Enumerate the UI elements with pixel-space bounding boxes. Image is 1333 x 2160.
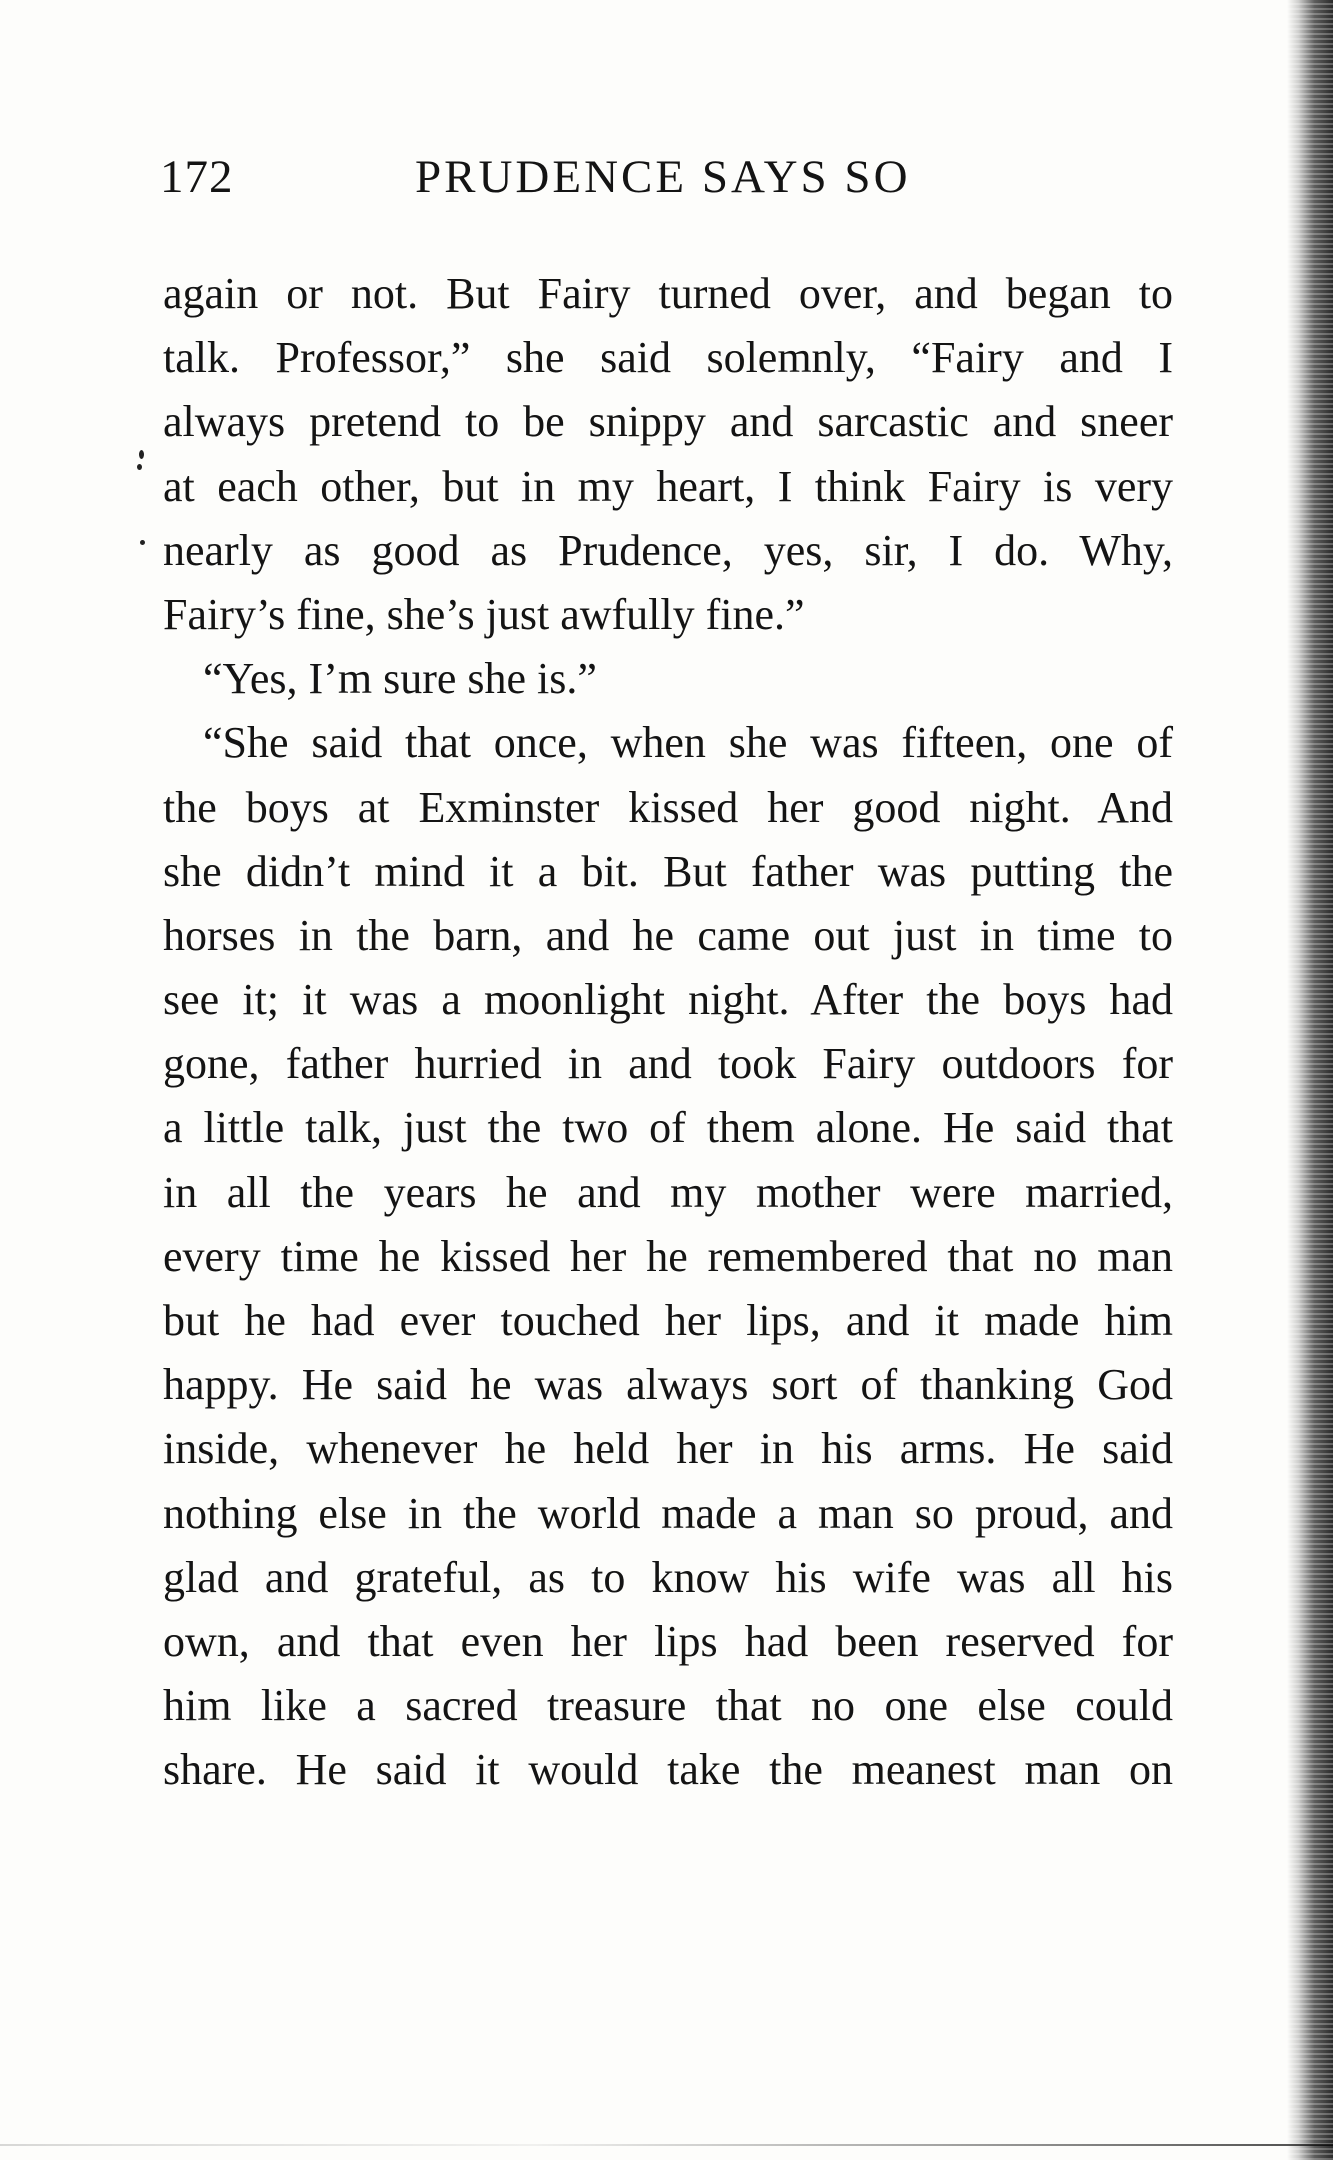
text-line: “Yes, I’m sure she is.” bbox=[203, 654, 597, 704]
text-line: him like a sacred treasure that no one else could bbox=[163, 1681, 1173, 1731]
text-line: always pretend to be snippy and sarcastic and sneer bbox=[163, 397, 1173, 447]
text-line: in all the years he and my mother were married, bbox=[163, 1167, 1173, 1217]
text-line: talk. Professor,” she said solemnly, “Fairy and I bbox=[163, 333, 1173, 383]
text-line: a little talk, just the two of them alone. He said that bbox=[163, 1103, 1173, 1153]
running-head bbox=[160, 150, 1180, 210]
text-line: the boys at Exminster kissed her good night. And bbox=[163, 782, 1173, 832]
text-line: happy. He said he was always sort of thanking God bbox=[163, 1360, 1173, 1410]
text-line: inside, whenever he held her in his arms. He said bbox=[163, 1424, 1173, 1474]
running-title: PRUDENCE SAYS SO bbox=[415, 151, 911, 203]
body-text bbox=[163, 262, 1173, 1803]
page-bottom-edge bbox=[0, 2144, 1333, 2146]
text-line: at each other, but in my heart, I think Fairy is very bbox=[163, 461, 1173, 511]
text-line: share. He said it would take the meanest man on bbox=[163, 1745, 1173, 1795]
margin-marks bbox=[134, 450, 148, 550]
text-line: “She said that once, when she was fifteen, one of bbox=[203, 718, 1173, 768]
margin-mark bbox=[137, 464, 142, 470]
text-line: horses in the barn, and he came out just in time to bbox=[163, 910, 1173, 960]
binding-texture bbox=[1287, 0, 1333, 2160]
text-line: Fairy’s fine, she’s just awfully fine.” bbox=[163, 589, 805, 639]
text-line: nothing else in the world made a man so proud, and bbox=[163, 1488, 1173, 1538]
margin-mark bbox=[139, 450, 144, 459]
text-line: gone, father hurried in and took Fairy outdoors for bbox=[163, 1039, 1173, 1089]
page-number: 172 bbox=[160, 151, 234, 203]
text-line: every time he kissed her he remembered that no man bbox=[163, 1231, 1173, 1281]
text-line: but he had ever touched her lips, and it made him bbox=[163, 1296, 1173, 1345]
text-line: nearly as good as Prudence, yes, sir, I do. Why, bbox=[163, 525, 1173, 575]
margin-mark bbox=[140, 540, 145, 545]
text-line: she didn’t mind it a bit. But father was putting the bbox=[163, 846, 1173, 896]
text-line: own, and that even her lips had been reserved for bbox=[163, 1616, 1173, 1666]
text-line: again or not. But Fairy turned over, and began to bbox=[163, 269, 1173, 318]
text-line: see it; it was a moonlight night. After the boys had bbox=[163, 975, 1173, 1025]
text-line: glad and grateful, as to know his wife was all his bbox=[163, 1552, 1173, 1602]
